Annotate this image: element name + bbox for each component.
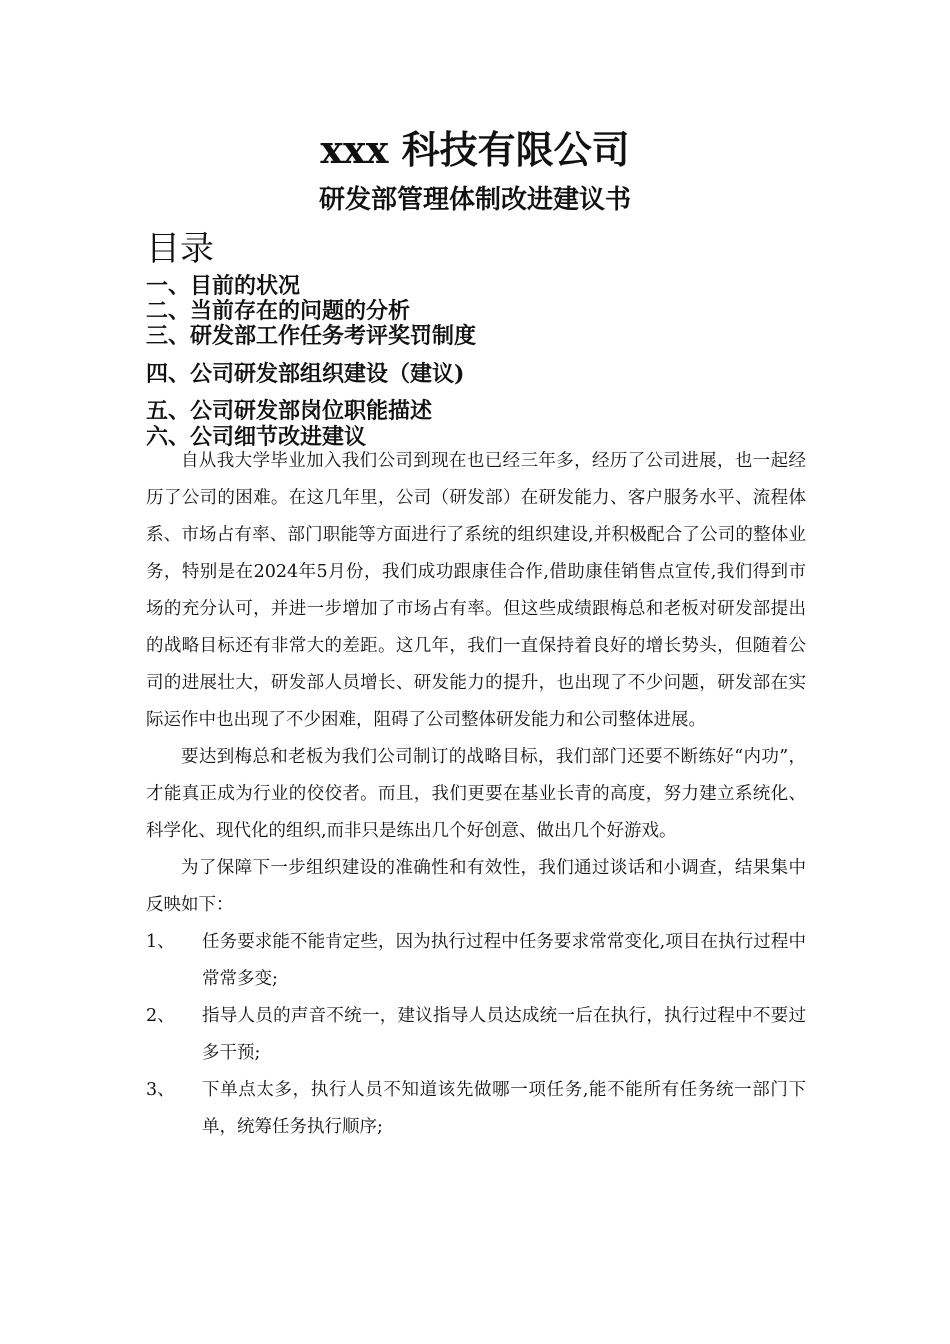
- toc-item: 一、目前的状况: [146, 273, 301, 299]
- body-text: [146, 443, 806, 1146]
- body-paragraph: 要达到梅总和老板为我们公司制订的战略目标，我们部门还要不断练好“内功”，才能真正成为行业的佼佼者。而且，我们更要在基业长青的高度，努力建立系统化、科学化、现代化的组织,而非只是练出几个好创意、做出几个好游戏。: [146, 747, 806, 841]
- finding-text: 任务要求能不能肯定些，因为执行过程中任务要求常常变化,项目在执行过程中常常多变;: [202, 932, 806, 989]
- body-paragraph: 为了保障下一步组织建设的准确性和有效性，我们通过谈话和小调查，结果集中反映如下：: [146, 858, 806, 915]
- finding-number: 1、: [146, 932, 175, 952]
- body-paragraph: 自从我大学毕业加入我们公司到现在也已经三年多，经历了公司进展，也一起经历了公司的困难。在这几年里，公司（研发部）在研发能力、客户服务水平、流程体系、市场占有率、部门职能等方面进行了系统的组织建设,并积极配合了公司的整体业务，特别是在2024年5月份，我们成功跟康佳合作,借助康佳销售点宣传,我们得到市场的充分认可，并进一步增加了市场占有率。但这些成绩跟梅总和老板对研发部提出的战略目标还有非常大的差距。这几年，我们一直保持着良好的增长势头，但随着公司的进展壮大，研发部人员增长、研发能力的提升，也出现了不少问题，研发部在实际运作中也出现了不少困难，阻碍了公司整体研发能力和公司整体进展。: [146, 451, 806, 730]
- toc-item: 三、研发部工作任务考评奖罚制度: [146, 323, 477, 349]
- toc-heading: 目录: [146, 229, 214, 269]
- finding-item: [146, 924, 806, 998]
- finding-number: 2、: [146, 1006, 175, 1026]
- document-subtitle: 研发部管理体制改进建议书: [318, 185, 631, 215]
- company-title: xxx 科技有限公司: [320, 127, 630, 172]
- toc-item: 五、公司研发部岗位职能描述: [146, 398, 433, 424]
- toc-item: 二、当前存在的问题的分析: [146, 298, 411, 324]
- toc-item: 六、公司细节改进建议: [146, 424, 367, 450]
- finding-text: 下单点太多，执行人员不知道该先做哪一项任务,能不能所有任务统一部门下单，统筹任务执行顺序;: [202, 1080, 806, 1137]
- toc-item: 四、公司研发部组织建设（建议): [146, 361, 465, 387]
- finding-number: 3、: [146, 1080, 175, 1100]
- findings-list: [146, 924, 806, 1146]
- finding-item: [146, 1072, 806, 1146]
- finding-item: [146, 998, 806, 1072]
- finding-text: 指导人员的声音不统一，建议指导人员达成统一后在执行，执行过程中不要过多干预;: [202, 1006, 806, 1063]
